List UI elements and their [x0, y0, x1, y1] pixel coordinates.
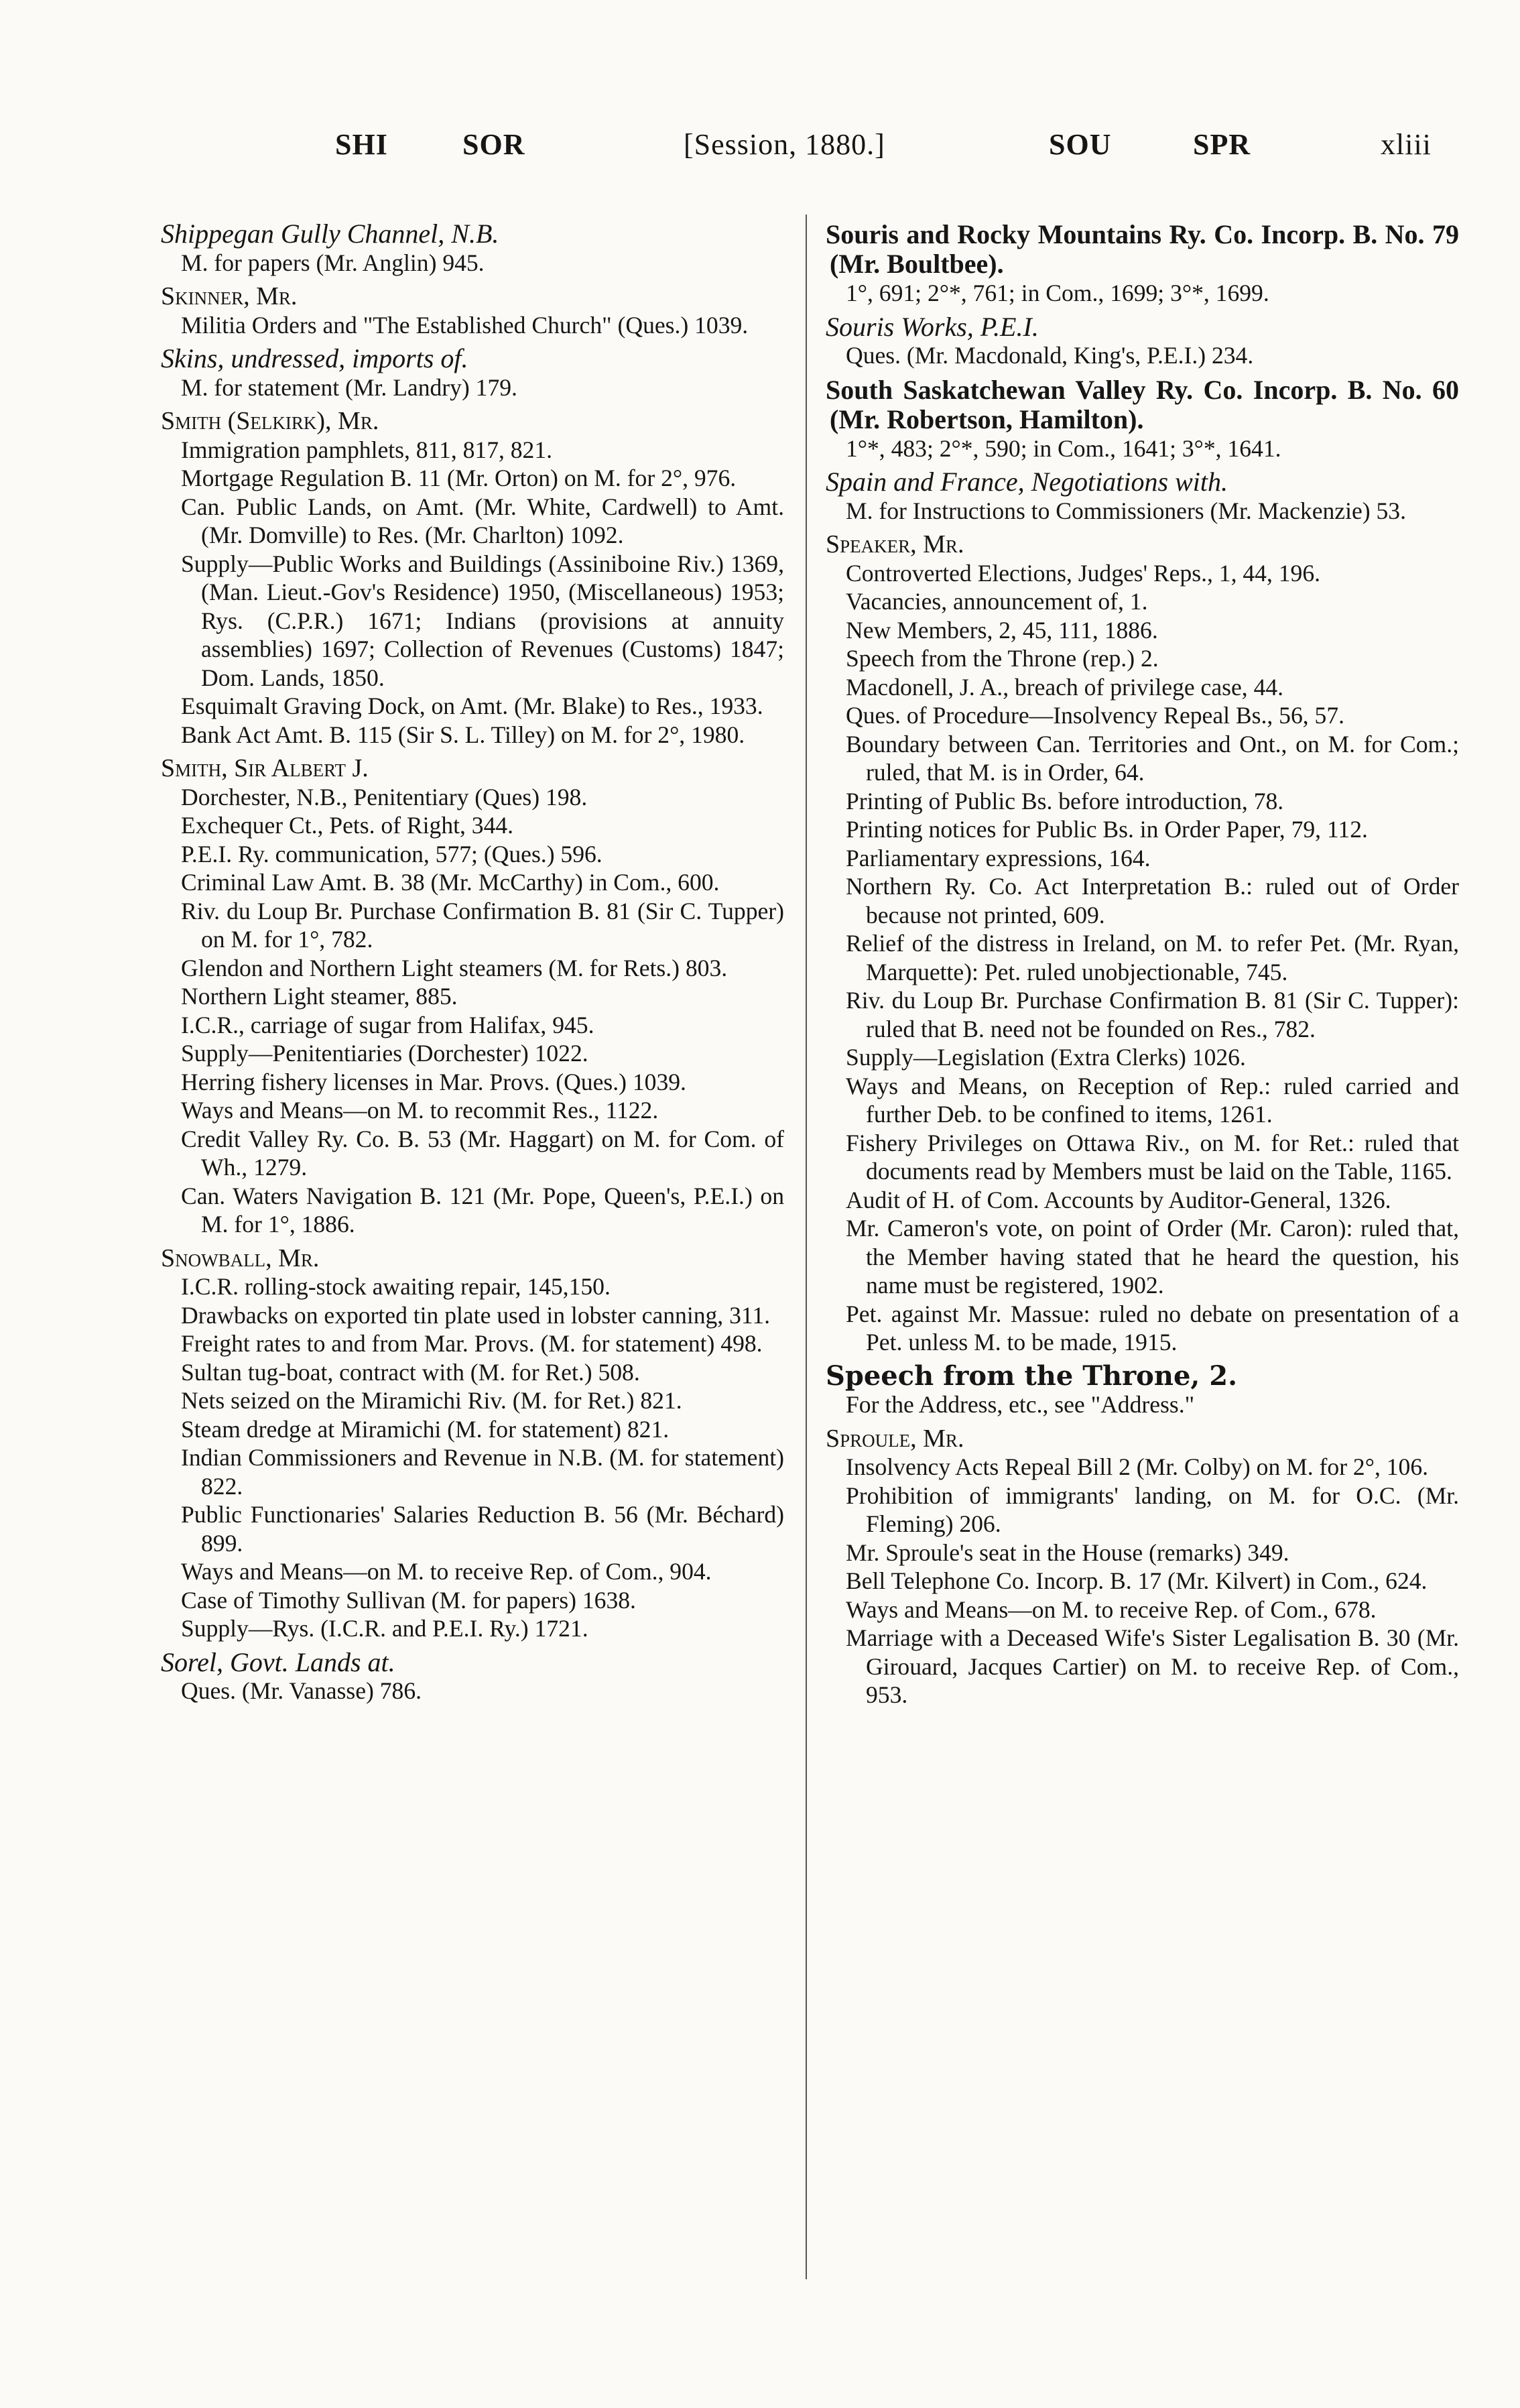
entry-line: Esquimalt Graving Dock, on Amt. (Mr. Blake) to Res., 1933.: [181, 693, 763, 719]
entry-line: Riv. du Loup Br. Purchase Confirmation B. 81 (Sir C. Tupper): ruled that B. need not be founded on Res., 782.: [846, 987, 1459, 1042]
entry-line: Mortgage Regulation B. 11 (Mr. Orton) on M. for 2°, 976.: [181, 465, 737, 491]
entry-heading: South Saskatchewan Valley Ry. Co. Incorp. B. No. 60 (Mr. Robertson, Hamilton).: [826, 374, 1459, 434]
entry-line: Can. Waters Navigation B. 121 (Mr. Pope, Queen's, P.E.I.) on M. for 1°, 1886.: [181, 1182, 784, 1238]
entry-line: Steam dredge at Miramichi (M. for statement) 821.: [181, 1415, 670, 1443]
entry-line: Drawbacks on exported tin plate used in lobster canning, 311.: [181, 1301, 771, 1329]
entry-heading: Souris Works, P.E.I.: [826, 311, 1039, 342]
entry-line: Mr. Cameron's vote, on point of Order (Mr. Caron): ruled that, the Member having stated that he heard the question, his name must be registered, 1902.: [846, 1215, 1459, 1299]
entry-line: Relief of the distress in Ireland, on M. to refer Pet. (Mr. Ryan, Marquette): Pet. ruled unobjectionable, 745.: [846, 930, 1459, 985]
entry-line: Nets seized on the Miramichi Riv. (M. for Ret.) 821.: [181, 1387, 682, 1414]
entry-heading: Skins, undressed, imports of.: [161, 343, 468, 373]
entry-line: M. for Instructions to Commissioners (Mr. Mackenzie) 53.: [846, 497, 1406, 524]
entry-line: Supply—Public Works and Buildings (Assiniboine Riv.) 1369, (Man. Lieut.-Gov's Residence) 1950, (Miscellaneous) 1953; Rys. (C.P.R.) 1671; Indians (provisions at annuity assemblies) 1697; Collection of Revenues (Customs) 1847; Dom. Lands, 1850.: [181, 550, 784, 691]
header-catchword-right-1: SOU: [1049, 128, 1112, 161]
entry-heading: Speech from the Throne, 2.: [826, 1360, 1238, 1392]
entry-line: Ques. (Mr. Macdonald, King's, P.E.I.) 234.: [846, 342, 1254, 369]
entry-line: Immigration pamphlets, 811, 817, 821.: [181, 436, 553, 463]
entry-line: 1°*, 483; 2°*, 590; in Com., 1641; 3°*, 1641.: [846, 434, 1281, 462]
entry-line: Case of Timothy Sullivan (M. for papers) 1638.: [181, 1586, 636, 1614]
entry-line: Northern Light steamer, 885.: [181, 983, 458, 1010]
entry-heading: Smith (Selkirk), Mr.: [161, 407, 379, 435]
entry-line: Ways and Means, on Reception of Rep.: ruled carried and further Deb. to be confined to items, 1261.: [846, 1072, 1459, 1128]
entry-line: Prohibition of immigrants' landing, on M. for O.C. (Mr. Fleming) 206.: [846, 1482, 1459, 1537]
entry-line: For the Address, etc., see "Address.": [846, 1391, 1195, 1418]
header-catchword-left-1: SHI: [335, 128, 388, 161]
entry-line: I.C.R. rolling-stock awaiting repair, 145,150.: [181, 1273, 611, 1300]
entry-line: Macdonell, J. A., breach of privilege case, 44.: [846, 673, 1284, 701]
entry-line: New Members, 2, 45, 111, 1886.: [846, 616, 1158, 644]
entry-line: Mr. Sproule's seat in the House (remarks) 349.: [846, 1539, 1289, 1566]
entry-line: Northern Ry. Co. Act Interpretation B.: ruled out of Order because not printed, 609.: [846, 873, 1459, 928]
entry-line: Ques. of Procedure—Insolvency Repeal Bs., 56, 57.: [846, 702, 1345, 729]
entry-line: Audit of H. of Com. Accounts by Auditor-General, 1326.: [846, 1186, 1391, 1213]
entry-heading: Sproule, Mr.: [826, 1424, 964, 1453]
entry-heading: Souris and Rocky Mountains Ry. Co. Incorp. B. No. 79 (Mr. Boultbee).: [826, 219, 1459, 279]
entry-line: Supply—Rys. (I.C.R. and P.E.I. Ry.) 1721.: [181, 1615, 588, 1642]
entry-line: Fishery Privileges on Ottawa Riv., on M. for Ret.: ruled that documents read by Members must be laid on the Table, 1165.: [846, 1129, 1459, 1185]
entry-line: Riv. du Loup Br. Purchase Confirmation B. 81 (Sir C. Tupper) on M. for 1°, 782.: [181, 897, 784, 953]
header-catchword-right-2: SPR: [1193, 128, 1251, 161]
entry-line: Sultan tug-boat, contract with (M. for Ret.) 508.: [181, 1358, 640, 1386]
entry-line: Ways and Means—on M. to recommit Res., 1122.: [181, 1097, 659, 1124]
entry-heading: Shippegan Gully Channel, N.B.: [161, 219, 499, 249]
entry-line: Bell Telephone Co. Incorp. B. 17 (Mr. Kilvert) in Com., 624.: [846, 1567, 1428, 1594]
entry-line: Insolvency Acts Repeal Bill 2 (Mr. Colby) on M. for 2°, 106.: [846, 1453, 1429, 1480]
page-number: xliii: [1381, 128, 1432, 161]
header-catchword-left-2: SOR: [462, 128, 525, 161]
entry-line: Vacancies, announcement of, 1.: [846, 588, 1148, 615]
entry-heading: Snowball, Mr.: [161, 1244, 320, 1272]
entry-line: Bank Act Amt. B. 115 (Sir S. L. Tilley) on M. for 2°, 1980.: [181, 721, 745, 748]
entry-line: Ways and Means—on M. to receive Rep. of Com., 678.: [846, 1596, 1377, 1623]
entry-line: Freight rates to and from Mar. Provs. (M. for statement) 498.: [181, 1330, 763, 1357]
entry-line: M. for statement (Mr. Landry) 179.: [181, 373, 517, 401]
entry-line: M. for papers (Mr. Anglin) 945.: [181, 249, 485, 276]
entry-heading: Smith, Sir Albert J.: [161, 754, 369, 782]
entry-line: Exchequer Ct., Pets. of Right, 344.: [181, 812, 514, 839]
entry-heading: Skinner, Mr.: [161, 282, 298, 310]
entry-line: Printing of Public Bs. before introduction, 78.: [846, 787, 1284, 815]
entry-heading: Sorel, Govt. Lands at.: [161, 1646, 395, 1677]
entry-line: Herring fishery licenses in Mar. Provs. (Ques.) 1039.: [181, 1068, 686, 1095]
entry-line: Speech from the Throne (rep.) 2.: [846, 645, 1159, 672]
entry-line: Parliamentary expressions, 164.: [846, 844, 1151, 871]
entry-line: Indian Commissioners and Revenue in N.B. (M. for statement) 822.: [181, 1444, 784, 1500]
entry-line: P.E.I. Ry. communication, 577; (Ques.) 596.: [181, 840, 603, 867]
entry-line: Supply—Legislation (Extra Clerks) 1026.: [846, 1044, 1246, 1071]
entry-line: Printing notices for Public Bs. in Order Paper, 79, 112.: [846, 816, 1368, 843]
entry-line: Supply—Penitentiaries (Dorchester) 1022.: [181, 1040, 588, 1067]
entry-line: Criminal Law Amt. B. 38 (Mr. McCarthy) in Com., 600.: [181, 869, 720, 896]
entry-line: Public Functionaries' Salaries Reduction B. 56 (Mr. Béchard) 899.: [181, 1501, 784, 1557]
entry-line: Glendon and Northern Light steamers (M. for Rets.) 803.: [181, 954, 728, 981]
entry-line: Boundary between Can. Territories and Ont., on M. for Com.; ruled, that M. is in Order, 64.: [846, 730, 1459, 786]
running-header: [335, 127, 1474, 181]
entry-line: Pet. against Mr. Massue: ruled no debate on presentation of a Pet. unless M. to be made, 1915.: [846, 1300, 1459, 1356]
entry-line: Ways and Means—on M. to receive Rep. of Com., 904.: [181, 1558, 712, 1585]
entry-heading: Spain and France, Negotiations with.: [826, 467, 1228, 497]
entry-line: 1°, 691; 2°*, 761; in Com., 1699; 3°*, 1699.: [846, 280, 1269, 306]
column-divider: [806, 215, 807, 2279]
entry-line: Controverted Elections, Judges' Reps., 1, 44, 196.: [846, 559, 1321, 587]
entry-line: Dorchester, N.B., Penitentiary (Ques) 198.: [181, 783, 588, 810]
left-column: [161, 215, 784, 2274]
entry-line: Militia Orders and "The Established Church" (Ques.) 1039.: [181, 311, 749, 339]
entry-line: I.C.R., carriage of sugar from Halifax, 945.: [181, 1011, 594, 1038]
header-session: [Session, 1880.]: [684, 128, 885, 161]
entry-line: Ques. (Mr. Vanasse) 786.: [181, 1677, 422, 1704]
entry-heading: Speaker, Mr.: [826, 530, 964, 558]
entry-line: Can. Public Lands, on Amt. (Mr. White, Cardwell) to Amt. (Mr. Domville) to Res. (Mr. Charlton) 1092.: [181, 493, 784, 548]
entry-line: Marriage with a Deceased Wife's Sister Legalisation B. 30 (Mr. Girouard, Jacques Cartier) on M. to receive Rep. of Com., 953.: [846, 1624, 1459, 1708]
right-column: [826, 215, 1459, 2274]
entry-line: Credit Valley Ry. Co. B. 53 (Mr. Haggart) on M. for Com. of Wh., 1279.: [181, 1125, 784, 1181]
